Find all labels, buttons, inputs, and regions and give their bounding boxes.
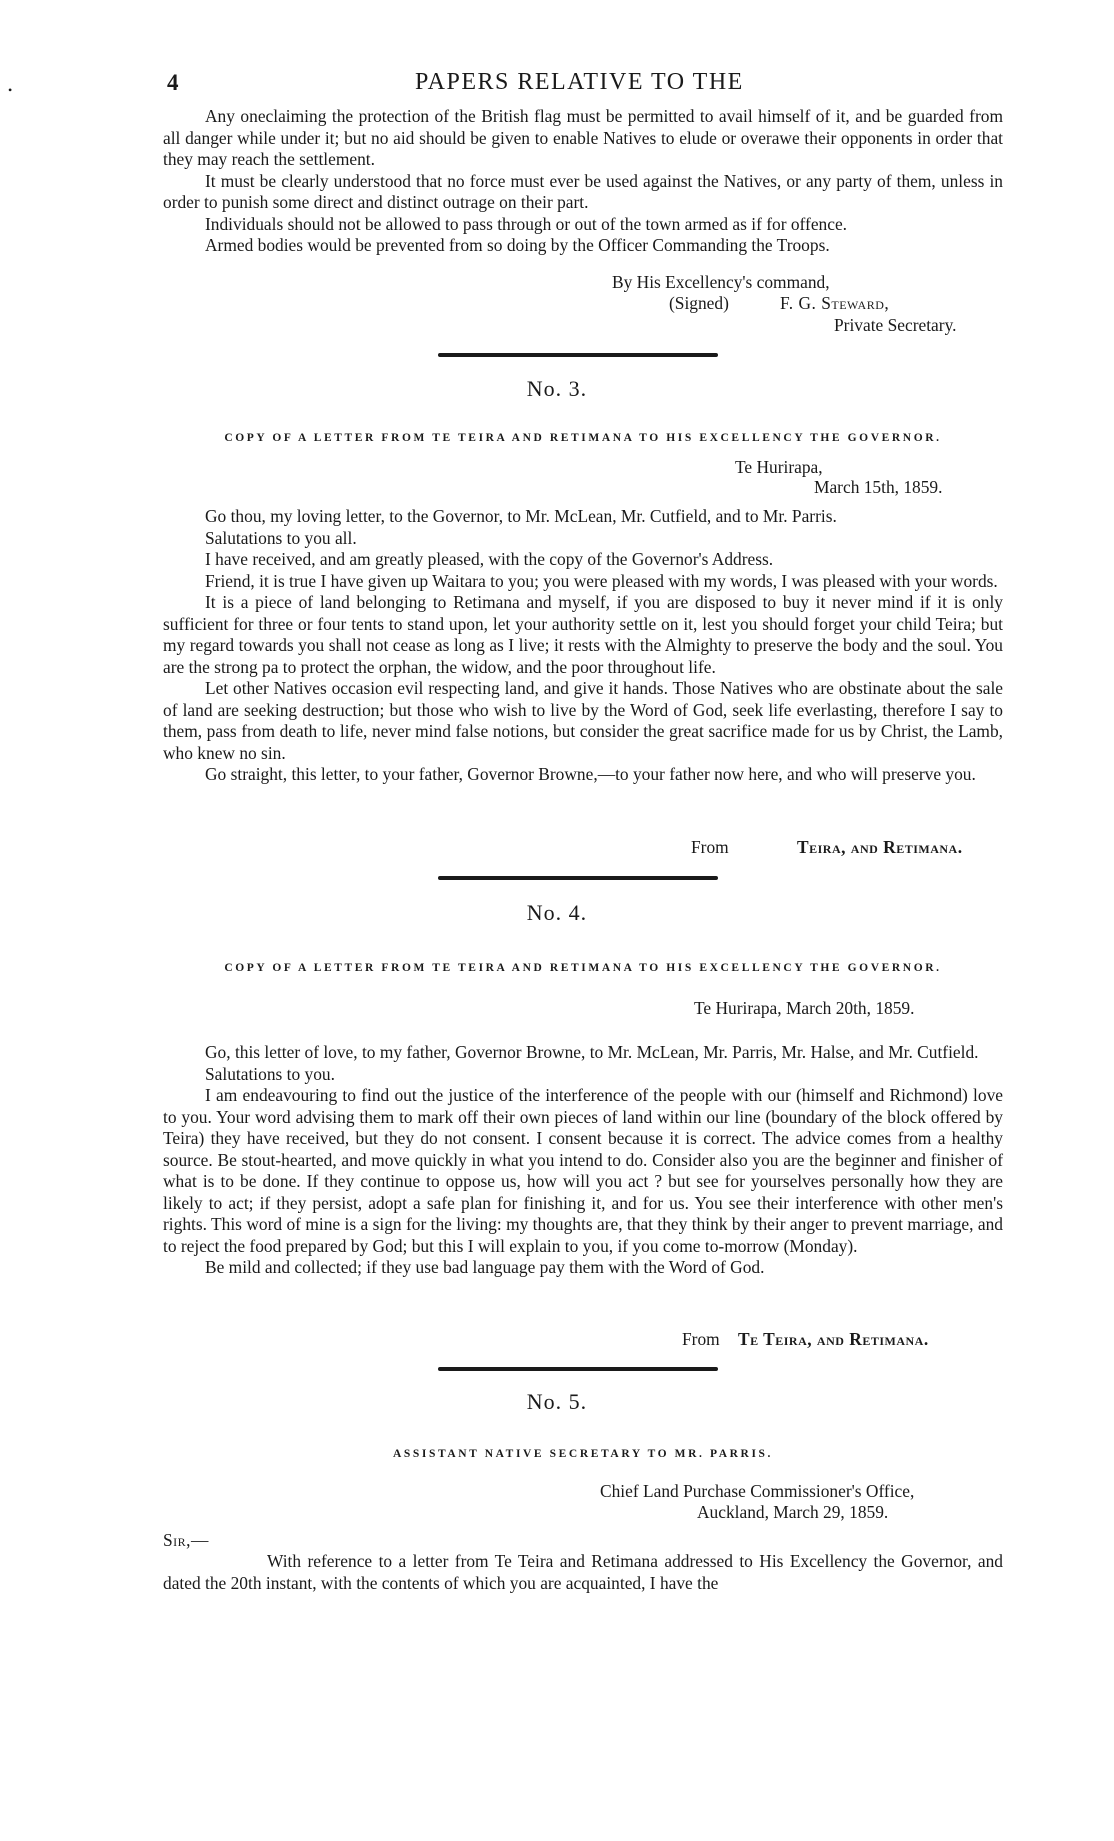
letter-body-5: [163, 1551, 1003, 1594]
from-label-3: From: [691, 837, 729, 857]
section-divider: [438, 1367, 718, 1371]
letter-body-3: [163, 506, 1003, 786]
section-number-4: No. 4.: [526, 900, 588, 925]
letter-paragraph: It is a piece of land belonging to Retimana and myself, if you are disposed to buy it never mind if it is only sufficient for three or four tents to stand upon, let your authority settle on it, lest you should forget your child Teira; but my regard towards you shall not cease as long as I live; it rests with the Almighty to preserve the body and the soul. You are the strong pa to protect the orphan, the widow, and the poor throughout life.: [163, 592, 1003, 677]
letter-paragraph: Be mild and collected; if they use bad language pay them with the Word of God.: [205, 1257, 765, 1277]
letter-paragraph: Let other Natives occasion evil respecting land, and give it hands. Those Natives who are obstinate about the sale of land are seeking destruction; but those who wish to live by the Word of God, seek life everlasting, therefore I say to them, pass from death to life, never mind false notions, but consider the great sacrifice made for us by Christ, the Lamb, who knew no sin.: [163, 678, 1003, 763]
from-names-4: Te Teira, and Retimana.: [738, 1329, 929, 1349]
section-heading-4: COPY OF A LETTER FROM TE TEIRA AND RETIMANA TO HIS EXCELLENCY THE GOVERNOR.: [224, 962, 942, 974]
page-number: 4: [167, 70, 179, 95]
letter-place-3: Te Hurirapa,: [735, 457, 823, 477]
intro-section: [163, 106, 1003, 257]
letter-body-4: [163, 1042, 1003, 1279]
running-title: PAPERS RELATIVE TO THE: [415, 69, 744, 95]
margin-mark: •: [8, 83, 13, 97]
intro-paragraph: Individuals should not be allowed to pass through or out of the town armed as if for offence.: [205, 213, 848, 234]
letter-paragraph: Salutations to you.: [205, 1063, 335, 1084]
letter-paragraph: I have received, and am greatly pleased, with the copy of the Governor's Address.: [205, 549, 774, 569]
letter-place-date-4: Te Hurirapa, March 20th, 1859.: [694, 998, 915, 1018]
signed-label: (Signed): [669, 293, 729, 313]
signer-title: Private Secretary.: [834, 315, 957, 335]
letter-paragraph: Go, this letter of love, to my father, Governor Browne, to Mr. McLean, Mr. Parris, Mr. Halse, and Mr. Cutfield.: [205, 1042, 979, 1062]
letter-paragraph: Friend, it is true I have given up Waitara to you; you were pleased with my words, I was pleased with your words.: [205, 570, 998, 591]
section-heading-3: COPY OF A LETTER FROM TE TEIRA AND RETIMANA TO HIS EXCELLENCY THE GOVERNOR.: [224, 432, 942, 444]
intro-paragraph: Armed bodies would be prevented from so doing by the Officer Commanding the Troops.: [205, 235, 830, 255]
letter-paragraph: Go straight, this letter, to your father, Governor Browne,—to your father now here, and who will preserve you.: [205, 764, 976, 784]
intro-paragraph: Any oneclaiming the protection of the British flag must be permitted to avail himself of it, and be guarded from all danger while under it; but no aid should be given to enable Natives to elude or overawe their opponents in order that they may reach the settlement.: [163, 106, 1003, 169]
section-divider: [438, 876, 718, 880]
intro-paragraph: It must be clearly understood that no force must ever be used against the Natives, or any party of them, unless in order to punish some direct and distinct outrage on their part.: [163, 170, 1003, 212]
command-line: By His Excellency's command,: [612, 272, 830, 292]
office-line: Chief Land Purchase Commissioner's Office,: [600, 1481, 915, 1501]
section-number-5: No. 5.: [526, 1389, 588, 1414]
section-number-3: No. 3.: [526, 376, 588, 401]
signer-name: F. G. Steward,: [780, 293, 890, 313]
letter-paragraph: With reference to a letter from Te Teira and Retimana addressed to His Excellency the Governor, and dated the 20th instant, with the contents of which you are acquainted, I have the: [163, 1551, 1003, 1593]
letter-paragraph: Salutations to you all.: [205, 527, 357, 548]
salutation: Sir,—: [163, 1530, 209, 1550]
letter-date-3: March 15th, 1859.: [814, 477, 943, 497]
letter-paragraph: Go thou, my loving letter, to the Governor, to Mr. McLean, Mr. Cutfield, and to Mr. Parris.: [205, 506, 837, 526]
from-label-4: From: [682, 1329, 720, 1349]
section-heading-5: ASSISTANT NATIVE SECRETARY TO MR. PARRIS.: [392, 1448, 774, 1460]
letter-paragraph: I am endeavouring to find out the justice of the interference of the people with our (himself and Richmond) love to you. Your word advising them to mark off their own pieces of land within our line (boundary of the block offered by Teira) they have received, but they do not consent. I consent because it is correct. The advice comes from a healthy source. Be stout-hearted, and move quickly in what you intend to do. Consider also you are the beginner and finisher of what is to be done. If they continue to oppose us, how will you act ? but see for yourselves personally how they are likely to act; if they persist, adopt a safe plan for finishing it, and for us. You see their interference with other men's rights. This word of mine is a sign for the living: my thoughts are, that they think by their anger to prevent marriage, and to reject the food prepared by God; but this I will explain to you, if you come to-morrow (Monday).: [163, 1085, 1003, 1256]
office-date: Auckland, March 29, 1859.: [697, 1502, 889, 1522]
from-names-3: Teira, and Retimana.: [797, 837, 963, 857]
section-divider: [438, 353, 718, 357]
